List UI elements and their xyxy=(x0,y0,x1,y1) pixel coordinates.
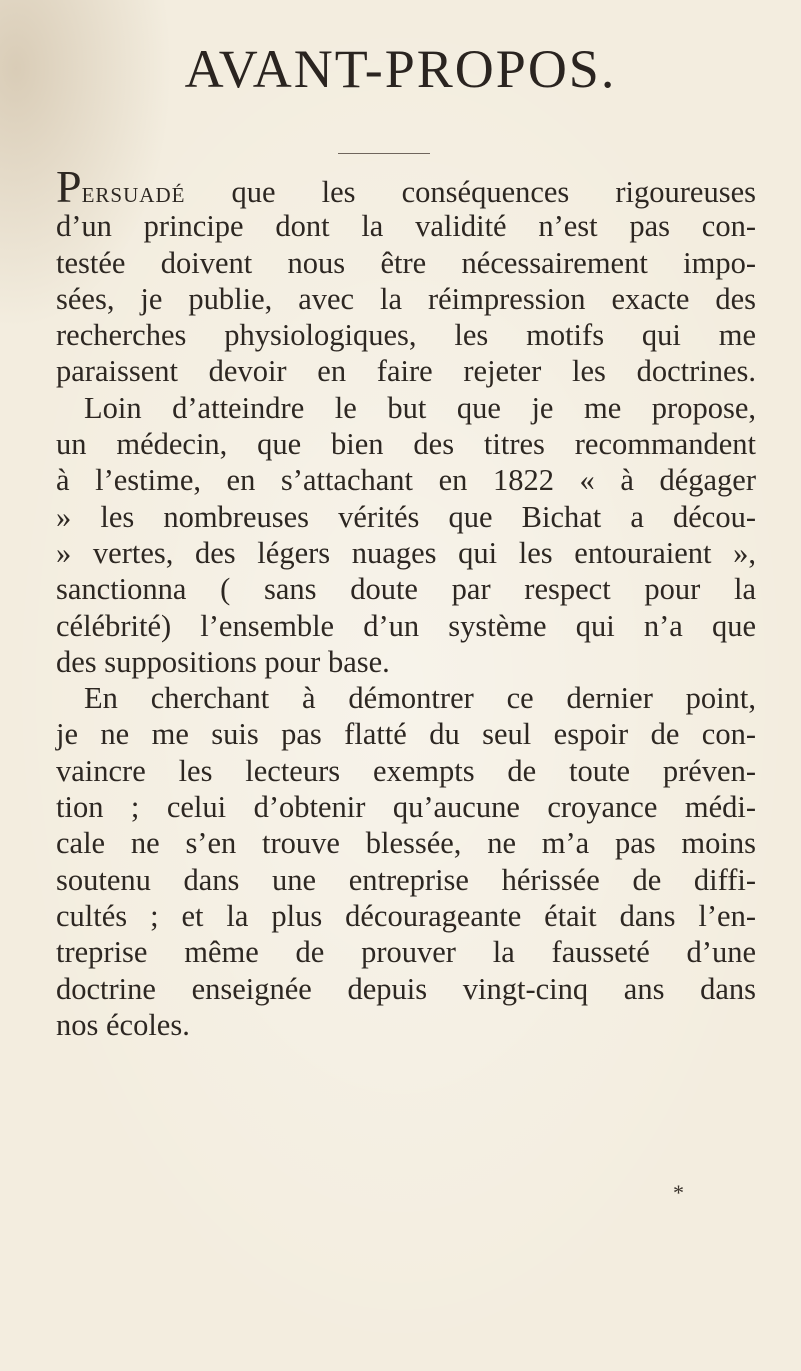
text-line: tion ; celui d’obtenir qu’aucune croyance médi- xyxy=(56,790,756,825)
text-line: d’un principe dont la validité n’est pas con- xyxy=(56,209,756,244)
text-line: cale ne s’en trouve blessée, ne m’a pas moins xyxy=(56,826,756,861)
text-line: célébrité) l’ensemble d’un système qui n’a que xyxy=(56,608,756,643)
text-line: un médecin, que bien des titres recommandent xyxy=(56,427,756,462)
text-line: recherches physiologiques, les motifs qui me xyxy=(56,318,756,353)
text-line: je ne me suis pas flatté du seul espoir de con- xyxy=(56,717,756,752)
text-line: sées, je publie, avec la réimpression exacte des xyxy=(56,281,756,316)
text-line: paraissent devoir en faire rejeter les doctrines. xyxy=(56,354,756,389)
page-title: AVANT-PROPOS. xyxy=(184,39,617,99)
text-line: testée doivent nous être nécessairement impo- xyxy=(56,245,756,280)
first-line-rest: que les conséquences rigoureuses xyxy=(185,175,756,209)
text-line: vaincre les lecteurs exempts de toute préven- xyxy=(56,753,756,788)
text-line: treprise même de prouver la fausseté d’une xyxy=(56,935,756,970)
body-text xyxy=(56,161,756,1043)
text-line: à l’estime, en s’attachant en 1822 « à dégager xyxy=(56,463,756,498)
text-line: Loin d’atteindre le but que je me propose, xyxy=(84,390,756,425)
text-line: » les nombreuses vérités que Bichat a décou- xyxy=(56,499,756,534)
text-line: des suppositions pour base. xyxy=(56,644,390,679)
drop-cap: P xyxy=(56,161,82,212)
text-line: sanctionna ( sans doute par respect pour la xyxy=(56,572,756,607)
text-line: doctrine enseignée depuis vingt-cinq ans dans xyxy=(56,971,756,1006)
signature-mark: * xyxy=(673,1180,684,1205)
text-line: En cherchant à démontrer ce dernier point, xyxy=(84,681,756,716)
first-line xyxy=(56,161,756,212)
text-line: cultés ; et la plus décourageante était dans l’en- xyxy=(56,898,756,933)
title-divider xyxy=(338,153,430,154)
text-line: nos écoles. xyxy=(56,1007,190,1042)
first-word-smallcaps: ersuadé xyxy=(81,175,186,209)
text-line: soutenu dans une entreprise hérissée de diffi- xyxy=(56,862,756,897)
text-line: » vertes, des légers nuages qui les entouraient », xyxy=(56,535,756,570)
